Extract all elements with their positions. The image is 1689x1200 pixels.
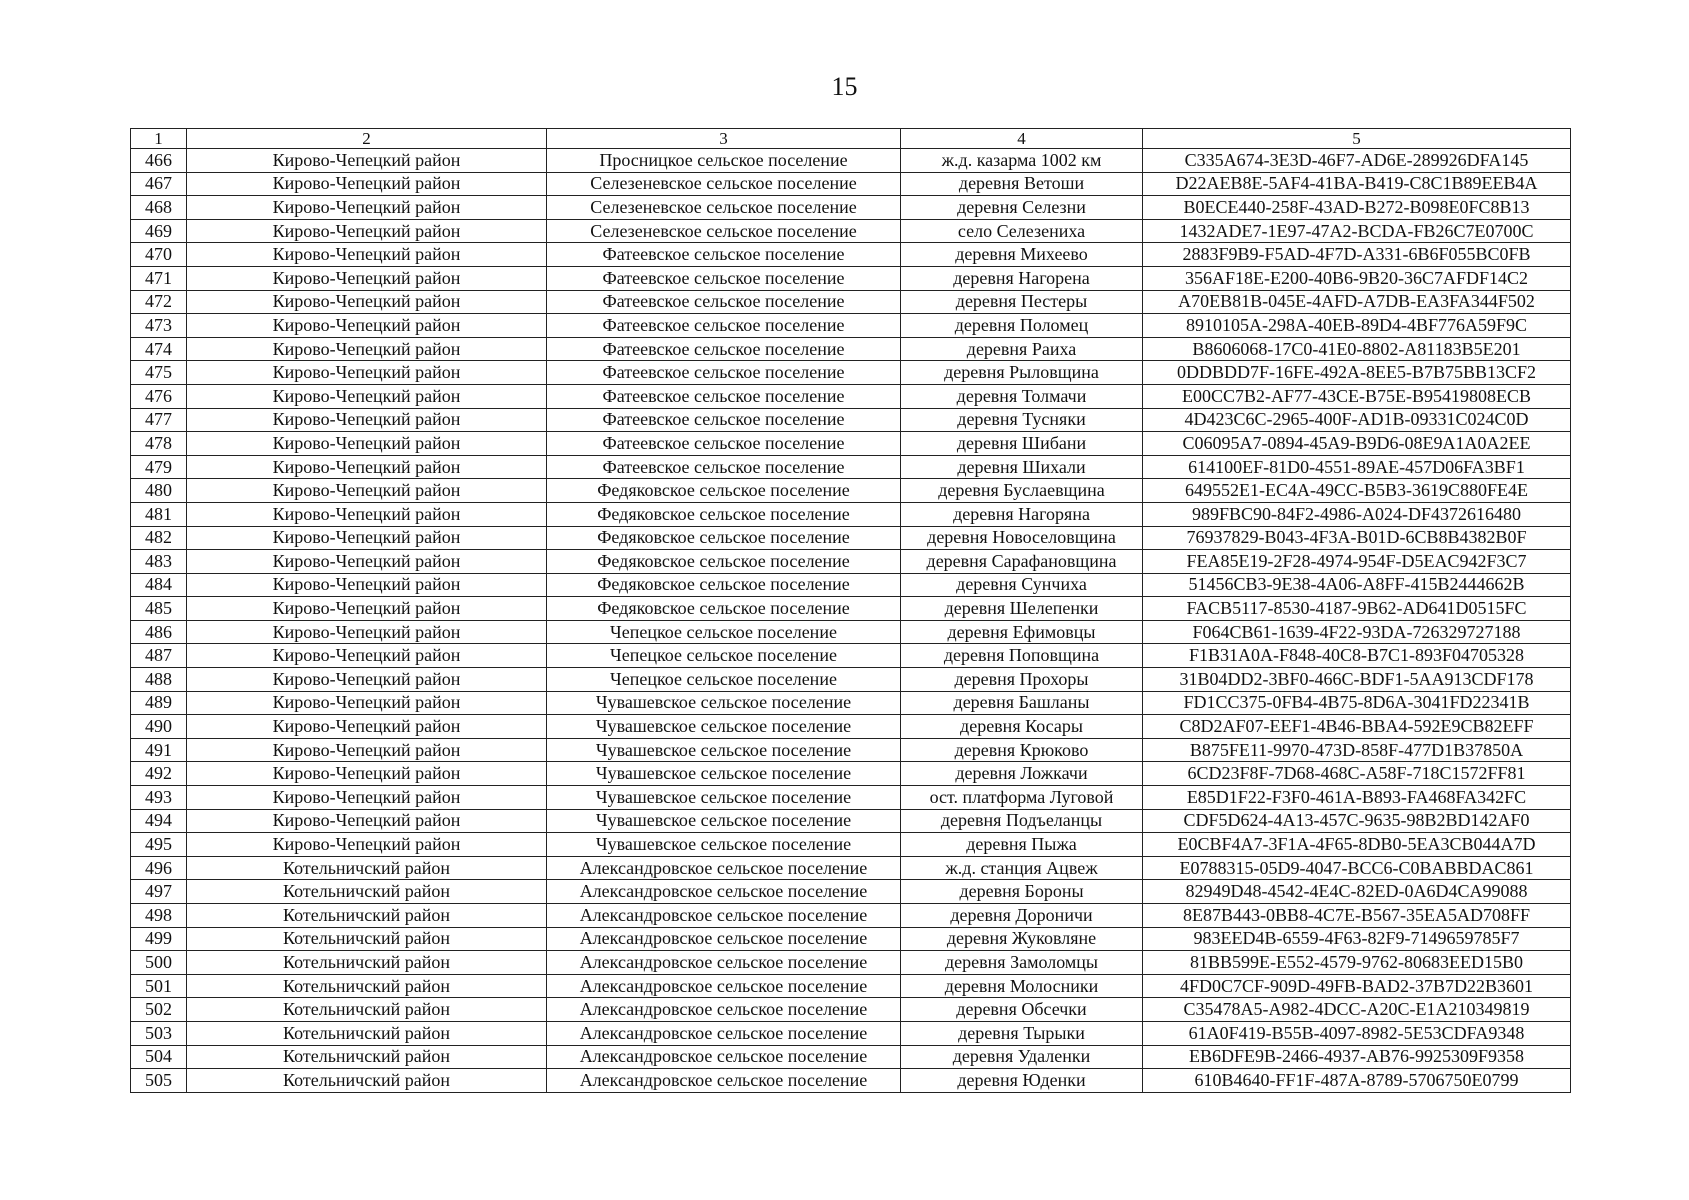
locality-cell: деревня Пыжа — [901, 833, 1143, 857]
table-row — [131, 998, 1571, 1022]
guid-cell: B8606068-17C0-41E0-8802-A81183B5E201 — [1143, 337, 1571, 361]
locality-cell: деревня Новоселовщина — [901, 526, 1143, 550]
locality-cell: деревня Толмачи — [901, 384, 1143, 408]
row-number-cell: 491 — [131, 738, 187, 762]
guid-cell: B0ECE440-258F-43AD-B272-B098E0FC8B13 — [1143, 196, 1571, 220]
district-cell: Котельничский район — [187, 1069, 547, 1093]
table-row — [131, 668, 1571, 692]
locality-cell: деревня Башланы — [901, 691, 1143, 715]
settlement-cell: Александровское сельское поселение — [547, 904, 901, 928]
settlement-cell: Чувашевское сельское поселение — [547, 691, 901, 715]
settlements-table — [130, 128, 1571, 1093]
district-cell: Котельничский район — [187, 904, 547, 928]
table-row — [131, 809, 1571, 833]
guid-cell: 82949D48-4542-4E4C-82ED-0A6D4CA99088 — [1143, 880, 1571, 904]
guid-cell: E0CBF4A7-3F1A-4F65-8DB0-5EA3CB044A7D — [1143, 833, 1571, 857]
district-cell: Котельничский район — [187, 998, 547, 1022]
guid-cell: 356AF18E-E200-40B6-9B20-36C7AFDF14C2 — [1143, 266, 1571, 290]
guid-cell: C335A674-3E3D-46F7-AD6E-289926DFA145 — [1143, 149, 1571, 173]
guid-cell: 76937829-B043-4F3A-B01D-6CB8B4382B0F — [1143, 526, 1571, 550]
row-number-cell: 499 — [131, 927, 187, 951]
row-number-cell: 486 — [131, 620, 187, 644]
locality-cell: ж.д. станция Ацвеж — [901, 856, 1143, 880]
district-cell: Кирово-Чепецкий район — [187, 455, 547, 479]
settlement-cell: Александровское сельское поселение — [547, 974, 901, 998]
settlement-cell: Александровское сельское поселение — [547, 998, 901, 1022]
table-row — [131, 644, 1571, 668]
table-row — [131, 762, 1571, 786]
guid-cell: 983EED4B-6559-4F63-82F9-7149659785F7 — [1143, 927, 1571, 951]
table-row — [131, 951, 1571, 975]
table-row — [131, 196, 1571, 220]
settlement-cell: Фатеевское сельское поселение — [547, 290, 901, 314]
guid-cell: 8E87B443-0BB8-4C7E-B567-35EA5AD708FF — [1143, 904, 1571, 928]
row-number-cell: 503 — [131, 1021, 187, 1045]
table-row — [131, 880, 1571, 904]
locality-cell: деревня Шибани — [901, 432, 1143, 456]
locality-cell: деревня Рыловщина — [901, 361, 1143, 385]
guid-cell: FD1CC375-0FB4-4B75-8D6A-3041FD22341B — [1143, 691, 1571, 715]
locality-cell: деревня Дороничи — [901, 904, 1143, 928]
guid-cell: 51456CB3-9E38-4A06-A8FF-415B2444662B — [1143, 573, 1571, 597]
row-number-cell: 475 — [131, 361, 187, 385]
locality-cell: деревня Сарафановщина — [901, 550, 1143, 574]
table-row — [131, 361, 1571, 385]
settlement-cell: Фатеевское сельское поселение — [547, 408, 901, 432]
settlements-table-container — [130, 128, 1570, 1093]
settlement-cell: Федяковское сельское поселение — [547, 502, 901, 526]
guid-cell: 649552E1-EC4A-49CC-B5B3-3619C880FE4E — [1143, 479, 1571, 503]
guid-cell: 2883F9B9-F5AD-4F7D-A331-6B6F055BC0FB — [1143, 243, 1571, 267]
guid-cell: C35478A5-A982-4DCC-A20C-E1A210349819 — [1143, 998, 1571, 1022]
row-number-cell: 505 — [131, 1069, 187, 1093]
settlement-cell: Фатеевское сельское поселение — [547, 432, 901, 456]
table-header — [131, 129, 1571, 149]
table-row — [131, 502, 1571, 526]
guid-cell: 8910105A-298A-40EB-89D4-4BF776A59F9C — [1143, 314, 1571, 338]
guid-cell: 31B04DD2-3BF0-466C-BDF1-5AA913CDF178 — [1143, 668, 1571, 692]
header-cell-3: 3 — [547, 129, 901, 149]
row-number-cell: 480 — [131, 479, 187, 503]
district-cell: Кирово-Чепецкий район — [187, 620, 547, 644]
settlement-cell: Чепецкое сельское поселение — [547, 644, 901, 668]
guid-cell: E00CC7B2-AF77-43CE-B75E-B95419808ECB — [1143, 384, 1571, 408]
guid-cell: F064CB61-1639-4F22-93DA-726329727188 — [1143, 620, 1571, 644]
settlement-cell: Фатеевское сельское поселение — [547, 337, 901, 361]
table-row — [131, 786, 1571, 810]
table-row — [131, 550, 1571, 574]
table-row — [131, 314, 1571, 338]
district-cell: Котельничский район — [187, 880, 547, 904]
table-row — [131, 738, 1571, 762]
settlement-cell: Фатеевское сельское поселение — [547, 455, 901, 479]
row-number-cell: 477 — [131, 408, 187, 432]
guid-cell: 610B4640-FF1F-487A-8789-5706750E0799 — [1143, 1069, 1571, 1093]
guid-cell: FEA85E19-2F28-4974-954F-D5EAC942F3C7 — [1143, 550, 1571, 574]
table-row — [131, 455, 1571, 479]
guid-cell: 1432ADE7-1E97-47A2-BCDA-FB26C7E0700C — [1143, 219, 1571, 243]
table-row — [131, 219, 1571, 243]
row-number-cell: 504 — [131, 1045, 187, 1069]
guid-cell: FACB5117-8530-4187-9B62-AD641D0515FC — [1143, 597, 1571, 621]
row-number-cell: 476 — [131, 384, 187, 408]
district-cell: Кирово-Чепецкий район — [187, 479, 547, 503]
settlement-cell: Фатеевское сельское поселение — [547, 361, 901, 385]
settlement-cell: Федяковское сельское поселение — [547, 597, 901, 621]
district-cell: Кирово-Чепецкий район — [187, 219, 547, 243]
locality-cell: деревня Прохоры — [901, 668, 1143, 692]
settlement-cell: Фатеевское сельское поселение — [547, 314, 901, 338]
locality-cell: деревня Ветоши — [901, 172, 1143, 196]
settlement-cell: Чувашевское сельское поселение — [547, 809, 901, 833]
district-cell: Кирово-Чепецкий район — [187, 502, 547, 526]
settlement-cell: Александровское сельское поселение — [547, 1069, 901, 1093]
district-cell: Кирово-Чепецкий район — [187, 196, 547, 220]
guid-cell: 4FD0C7CF-909D-49FB-BAD2-37B7D22B3601 — [1143, 974, 1571, 998]
locality-cell: деревня Косары — [901, 715, 1143, 739]
row-number-cell: 492 — [131, 762, 187, 786]
row-number-cell: 482 — [131, 526, 187, 550]
district-cell: Кирово-Чепецкий район — [187, 809, 547, 833]
row-number-cell: 467 — [131, 172, 187, 196]
table-row — [131, 620, 1571, 644]
settlement-cell: Чепецкое сельское поселение — [547, 668, 901, 692]
locality-cell: деревня Ефимовцы — [901, 620, 1143, 644]
settlement-cell: Федяковское сельское поселение — [547, 526, 901, 550]
locality-cell: деревня Замоломцы — [901, 951, 1143, 975]
settlement-cell: Александровское сельское поселение — [547, 951, 901, 975]
row-number-cell: 483 — [131, 550, 187, 574]
guid-cell: 614100EF-81D0-4551-89AE-457D06FA3BF1 — [1143, 455, 1571, 479]
row-number-cell: 490 — [131, 715, 187, 739]
locality-cell: деревня Нагоряна — [901, 502, 1143, 526]
header-cell-5: 5 — [1143, 129, 1571, 149]
guid-cell: F1B31A0A-F848-40C8-B7C1-893F04705328 — [1143, 644, 1571, 668]
district-cell: Кирово-Чепецкий район — [187, 314, 547, 338]
district-cell: Кирово-Чепецкий район — [187, 691, 547, 715]
guid-cell: C8D2AF07-EEF1-4B46-BBA4-592E9CB82EFF — [1143, 715, 1571, 739]
locality-cell: деревня Молосники — [901, 974, 1143, 998]
guid-cell: CDF5D624-4A13-457C-9635-98B2BD142AF0 — [1143, 809, 1571, 833]
table-row — [131, 479, 1571, 503]
row-number-cell: 481 — [131, 502, 187, 526]
locality-cell: деревня Поповщина — [901, 644, 1143, 668]
guid-cell: 6CD23F8F-7D68-468C-A58F-718C1572FF81 — [1143, 762, 1571, 786]
table-row — [131, 172, 1571, 196]
row-number-cell: 469 — [131, 219, 187, 243]
settlement-cell: Александровское сельское поселение — [547, 1045, 901, 1069]
table-row — [131, 856, 1571, 880]
settlement-cell: Федяковское сельское поселение — [547, 479, 901, 503]
row-number-cell: 479 — [131, 455, 187, 479]
district-cell: Кирово-Чепецкий район — [187, 762, 547, 786]
district-cell: Кирово-Чепецкий район — [187, 384, 547, 408]
table-row — [131, 974, 1571, 998]
settlement-cell: Фатеевское сельское поселение — [547, 384, 901, 408]
settlement-cell: Александровское сельское поселение — [547, 927, 901, 951]
settlement-cell: Александровское сельское поселение — [547, 856, 901, 880]
settlement-cell: Селезеневское сельское поселение — [547, 219, 901, 243]
table-body — [131, 149, 1571, 1093]
district-cell: Кирово-Чепецкий район — [187, 408, 547, 432]
locality-cell: деревня Пестеры — [901, 290, 1143, 314]
district-cell: Кирово-Чепецкий район — [187, 361, 547, 385]
guid-cell: 4D423C6C-2965-400F-AD1B-09331C024C0D — [1143, 408, 1571, 432]
locality-cell: деревня Жуковляне — [901, 927, 1143, 951]
district-cell: Кирово-Чепецкий район — [187, 432, 547, 456]
locality-cell: деревня Крюково — [901, 738, 1143, 762]
settlement-cell: Просницкое сельское поселение — [547, 149, 901, 173]
row-number-cell: 493 — [131, 786, 187, 810]
table-row — [131, 597, 1571, 621]
locality-cell: село Селезениха — [901, 219, 1143, 243]
locality-cell: деревня Бороны — [901, 880, 1143, 904]
row-number-cell: 498 — [131, 904, 187, 928]
row-number-cell: 500 — [131, 951, 187, 975]
row-number-cell: 470 — [131, 243, 187, 267]
guid-cell: E0788315-05D9-4047-BCC6-C0BABBDAC861 — [1143, 856, 1571, 880]
district-cell: Кирово-Чепецкий район — [187, 266, 547, 290]
header-cell-1: 1 — [131, 129, 187, 149]
guid-cell: C06095A7-0894-45A9-B9D6-08E9A1A0A2EE — [1143, 432, 1571, 456]
row-number-cell: 495 — [131, 833, 187, 857]
table-row — [131, 243, 1571, 267]
table-row — [131, 149, 1571, 173]
settlement-cell: Чувашевское сельское поселение — [547, 715, 901, 739]
settlement-cell: Чепецкое сельское поселение — [547, 620, 901, 644]
guid-cell: EB6DFE9B-2466-4937-AB76-9925309F9358 — [1143, 1045, 1571, 1069]
district-cell: Кирово-Чепецкий район — [187, 550, 547, 574]
district-cell: Котельничский район — [187, 856, 547, 880]
settlement-cell: Чувашевское сельское поселение — [547, 833, 901, 857]
district-cell: Кирово-Чепецкий район — [187, 337, 547, 361]
table-row — [131, 904, 1571, 928]
settlement-cell: Чувашевское сельское поселение — [547, 786, 901, 810]
row-number-cell: 484 — [131, 573, 187, 597]
table-row — [131, 1045, 1571, 1069]
row-number-cell: 496 — [131, 856, 187, 880]
district-cell: Котельничский район — [187, 974, 547, 998]
settlement-cell: Селезеневское сельское поселение — [547, 196, 901, 220]
row-number-cell: 473 — [131, 314, 187, 338]
locality-cell: деревня Юденки — [901, 1069, 1143, 1093]
guid-cell: D22AEB8E-5AF4-41BA-B419-C8C1B89EEB4A — [1143, 172, 1571, 196]
district-cell: Кирово-Чепецкий район — [187, 149, 547, 173]
settlement-cell: Фатеевское сельское поселение — [547, 266, 901, 290]
settlement-cell: Фатеевское сельское поселение — [547, 243, 901, 267]
district-cell: Кирово-Чепецкий район — [187, 668, 547, 692]
locality-cell: деревня Шихали — [901, 455, 1143, 479]
guid-cell: 0DDBDD7F-16FE-492A-8EE5-B7B75BB13CF2 — [1143, 361, 1571, 385]
district-cell: Кирово-Чепецкий район — [187, 833, 547, 857]
district-cell: Котельничский район — [187, 951, 547, 975]
table-row — [131, 408, 1571, 432]
locality-cell: деревня Сунчиха — [901, 573, 1143, 597]
row-number-cell: 468 — [131, 196, 187, 220]
table-row — [131, 432, 1571, 456]
row-number-cell: 494 — [131, 809, 187, 833]
row-number-cell: 489 — [131, 691, 187, 715]
row-number-cell: 487 — [131, 644, 187, 668]
row-number-cell: 485 — [131, 597, 187, 621]
guid-cell: A70EB81B-045E-4AFD-A7DB-EA3FA344F502 — [1143, 290, 1571, 314]
settlement-cell: Чувашевское сельское поселение — [547, 738, 901, 762]
row-number-cell: 472 — [131, 290, 187, 314]
header-cell-4: 4 — [901, 129, 1143, 149]
locality-cell: деревня Селезни — [901, 196, 1143, 220]
locality-cell: деревня Буслаевщина — [901, 479, 1143, 503]
table-row — [131, 573, 1571, 597]
district-cell: Кирово-Чепецкий район — [187, 738, 547, 762]
locality-cell: деревня Тусняки — [901, 408, 1143, 432]
guid-cell: 81BB599E-E552-4579-9762-80683EED15B0 — [1143, 951, 1571, 975]
district-cell: Кирово-Чепецкий район — [187, 715, 547, 739]
guid-cell: 61A0F419-B55B-4097-8982-5E53CDFA9348 — [1143, 1021, 1571, 1045]
row-number-cell: 474 — [131, 337, 187, 361]
page-number: 15 — [831, 72, 858, 101]
district-cell: Кирово-Чепецкий район — [187, 644, 547, 668]
district-cell: Кирово-Чепецкий район — [187, 526, 547, 550]
district-cell: Кирово-Чепецкий район — [187, 573, 547, 597]
settlement-cell: Александровское сельское поселение — [547, 1021, 901, 1045]
settlement-cell: Федяковское сельское поселение — [547, 550, 901, 574]
district-cell: Кирово-Чепецкий район — [187, 243, 547, 267]
header-row — [131, 129, 1571, 149]
row-number-cell: 488 — [131, 668, 187, 692]
district-cell: Кирово-Чепецкий район — [187, 786, 547, 810]
settlement-cell: Селезеневское сельское поселение — [547, 172, 901, 196]
table-row — [131, 384, 1571, 408]
row-number-cell: 497 — [131, 880, 187, 904]
settlement-cell: Александровское сельское поселение — [547, 880, 901, 904]
guid-cell: B875FE11-9970-473D-858F-477D1B37850A — [1143, 738, 1571, 762]
table-row — [131, 266, 1571, 290]
locality-cell: деревня Подъеланцы — [901, 809, 1143, 833]
district-cell: Котельничский район — [187, 1045, 547, 1069]
row-number-cell: 502 — [131, 998, 187, 1022]
locality-cell: ж.д. казарма 1002 км — [901, 149, 1143, 173]
row-number-cell: 466 — [131, 149, 187, 173]
settlement-cell: Федяковское сельское поселение — [547, 573, 901, 597]
district-cell: Котельничский район — [187, 927, 547, 951]
guid-cell: E85D1F22-F3F0-461A-B893-FA468FA342FC — [1143, 786, 1571, 810]
settlement-cell: Чувашевское сельское поселение — [547, 762, 901, 786]
locality-cell: ост. платформа Луговой — [901, 786, 1143, 810]
district-cell: Кирово-Чепецкий район — [187, 597, 547, 621]
row-number-cell: 478 — [131, 432, 187, 456]
locality-cell: деревня Шелепенки — [901, 597, 1143, 621]
table-row — [131, 337, 1571, 361]
table-row — [131, 691, 1571, 715]
district-cell: Кирово-Чепецкий район — [187, 290, 547, 314]
district-cell: Котельничский район — [187, 1021, 547, 1045]
locality-cell: деревня Ложкачи — [901, 762, 1143, 786]
table-row — [131, 833, 1571, 857]
table-row — [131, 290, 1571, 314]
locality-cell: деревня Нагорена — [901, 266, 1143, 290]
locality-cell: деревня Михеево — [901, 243, 1143, 267]
table-row — [131, 1069, 1571, 1093]
locality-cell: деревня Тырыки — [901, 1021, 1143, 1045]
row-number-cell: 501 — [131, 974, 187, 998]
locality-cell: деревня Поломец — [901, 314, 1143, 338]
locality-cell: деревня Обсечки — [901, 998, 1143, 1022]
locality-cell: деревня Удаленки — [901, 1045, 1143, 1069]
table-row — [131, 526, 1571, 550]
guid-cell: 989FBC90-84F2-4986-A024-DF4372616480 — [1143, 502, 1571, 526]
header-cell-2: 2 — [187, 129, 547, 149]
table-row — [131, 1021, 1571, 1045]
locality-cell: деревня Раиха — [901, 337, 1143, 361]
table-row — [131, 927, 1571, 951]
district-cell: Кирово-Чепецкий район — [187, 172, 547, 196]
table-row — [131, 715, 1571, 739]
row-number-cell: 471 — [131, 266, 187, 290]
